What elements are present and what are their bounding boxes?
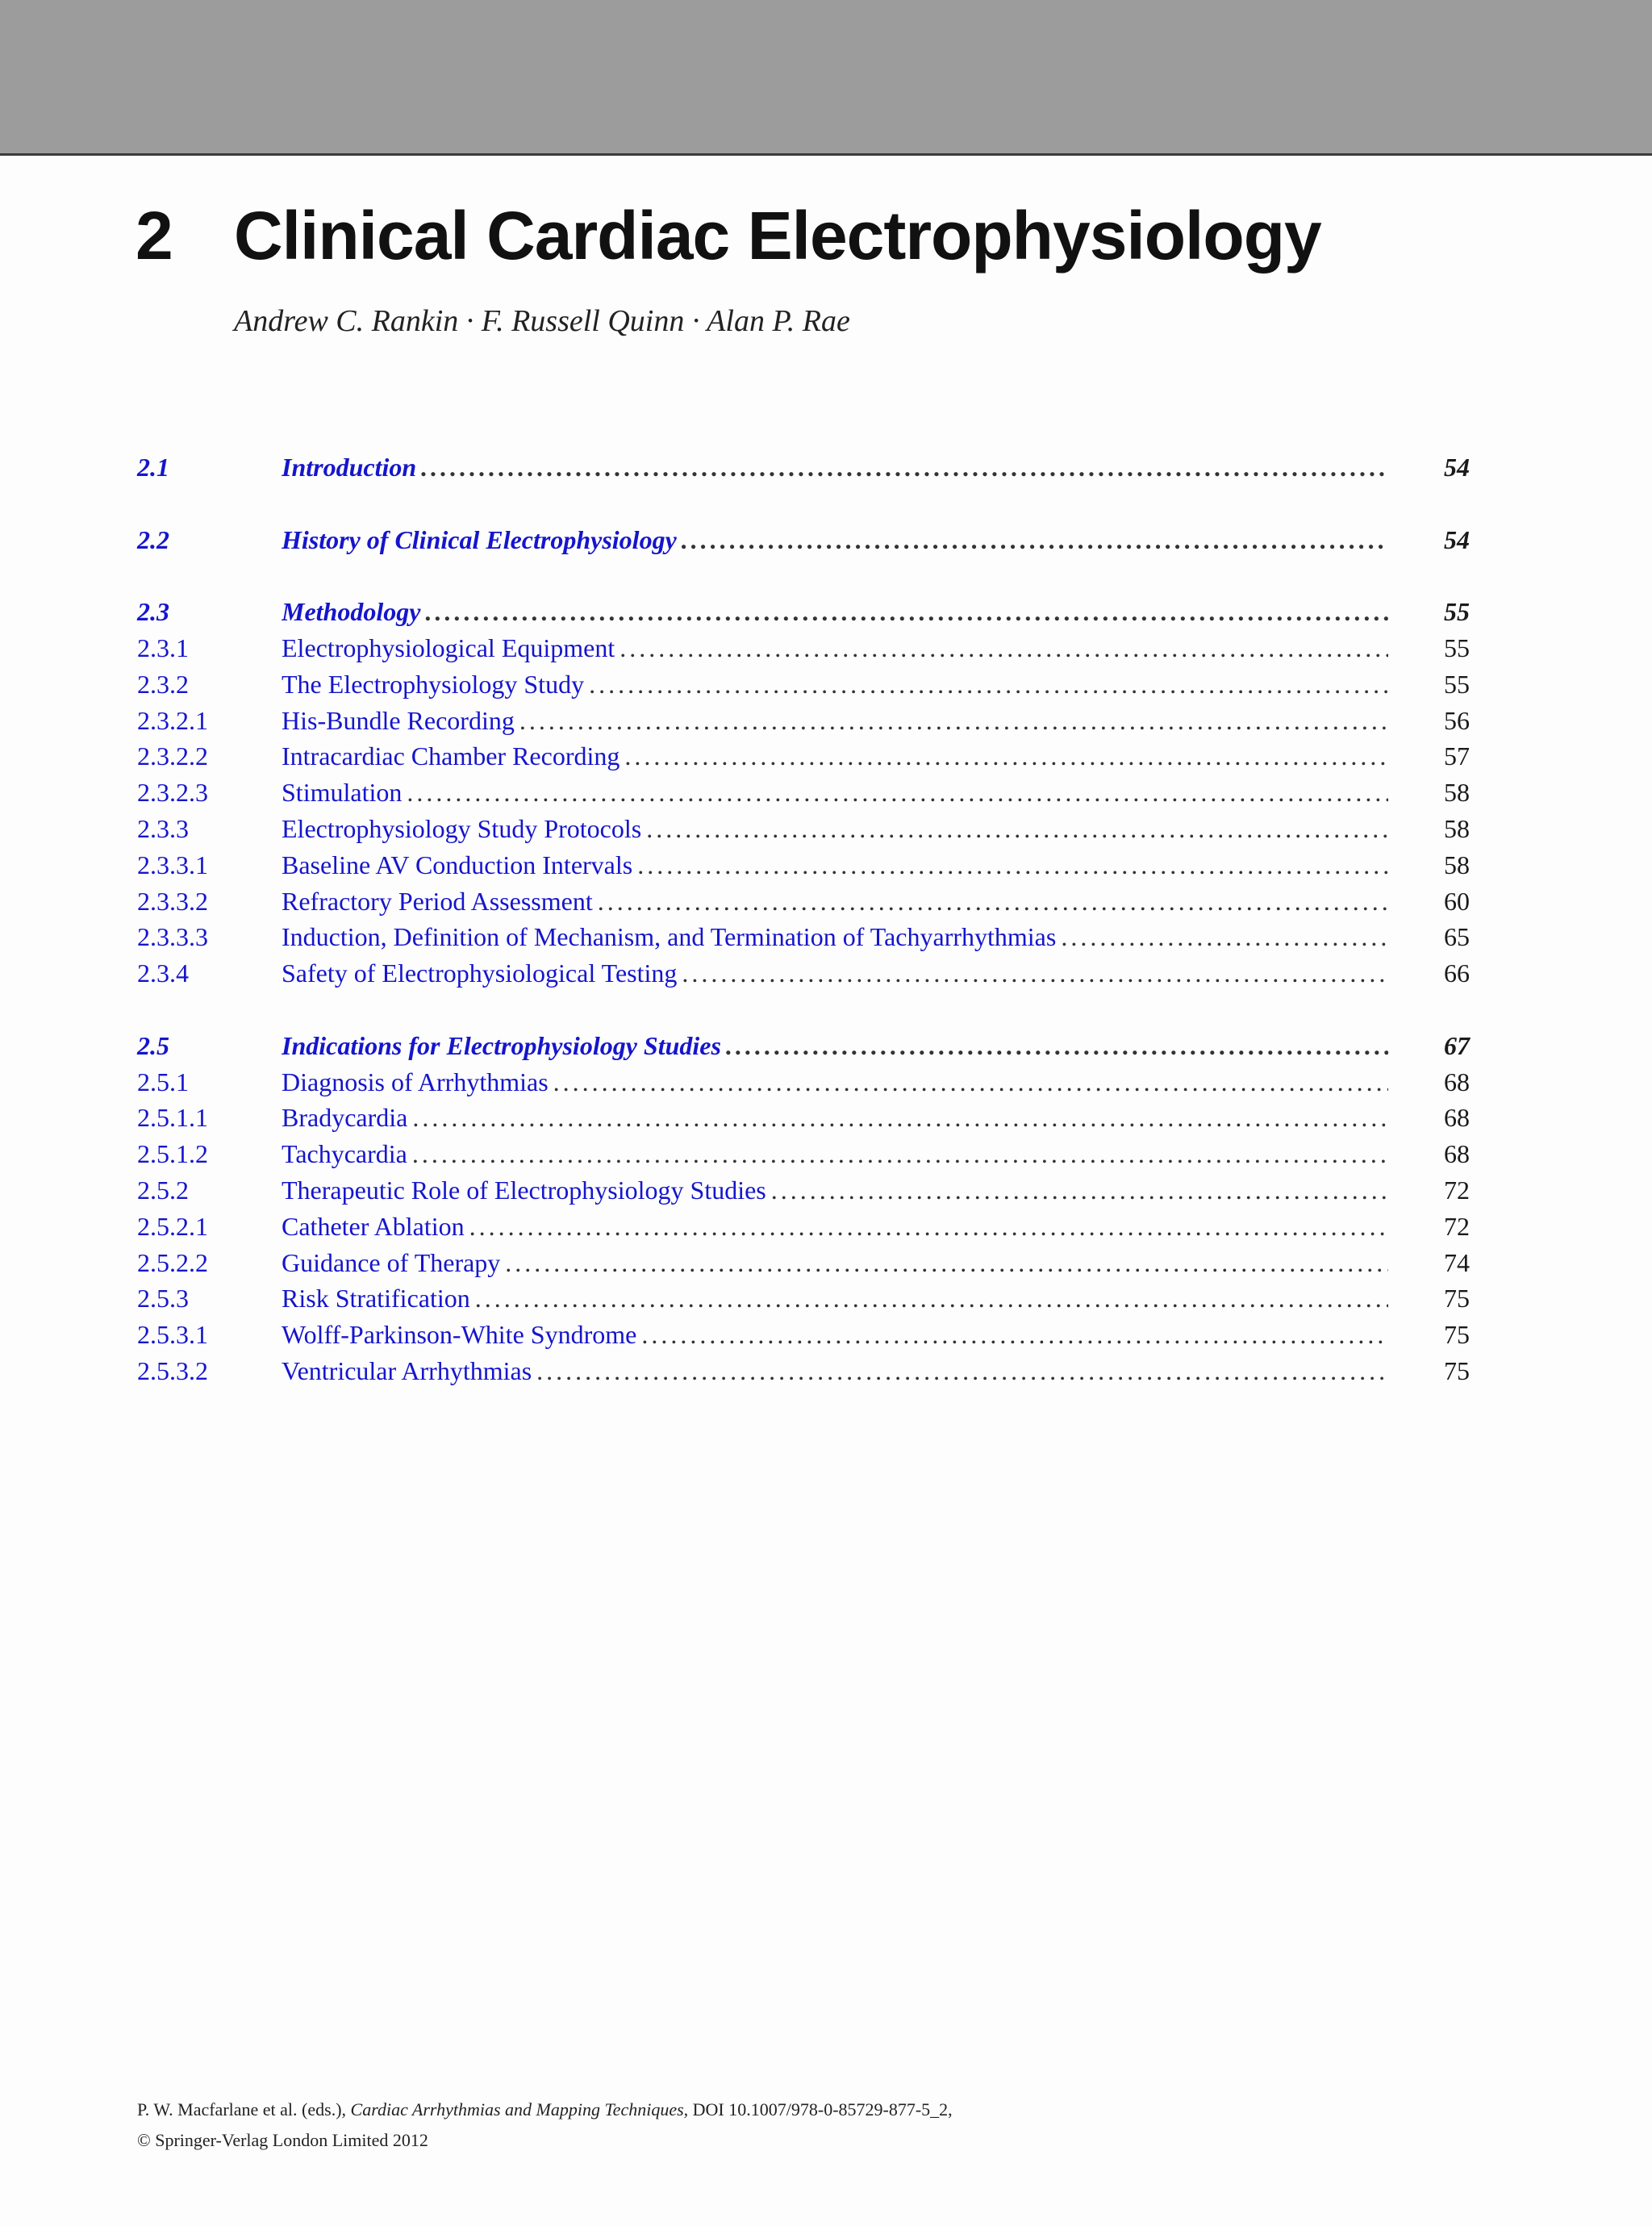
toc-entry-page: 75 (1444, 1284, 1470, 1313)
toc-entry-title[interactable]: Therapeutic Role of Electrophysiology Studies (282, 1176, 766, 1205)
toc-entry-page: 56 (1444, 706, 1470, 735)
toc-entry-title[interactable]: Catheter Ablation (282, 1212, 465, 1241)
toc-entry-number: 2.1 (137, 453, 169, 482)
toc-entry-number: 2.5.1 (137, 1067, 189, 1096)
chapter-number: 2 (136, 198, 173, 274)
toc-entry-number: 2.5.1.1 (137, 1103, 208, 1132)
toc-entry-leader (282, 738, 1388, 775)
toc-entry-title[interactable]: The Electrophysiology Study (282, 670, 585, 699)
toc-entry-leader (282, 919, 1388, 955)
toc-entry[interactable] (0, 1317, 1652, 1353)
footer-book-title: Cardiac Arrhythmias and Mapping Techniques (350, 2099, 684, 2120)
toc-entry-page: 55 (1444, 633, 1470, 662)
toc-entry-leader (282, 630, 1388, 666)
toc-entry-number: 2.3 (137, 597, 169, 626)
header-band (0, 0, 1652, 156)
toc-entry-title[interactable]: Wolff-Parkinson-White Syndrome (282, 1320, 637, 1349)
toc-entry-number: 2.5.2.1 (137, 1212, 208, 1241)
toc-entry-title[interactable]: History of Clinical Electrophysiology (282, 525, 677, 554)
toc-entry-page: 54 (1444, 525, 1470, 554)
toc-entry-page: 68 (1444, 1139, 1470, 1168)
toc-entry-title[interactable]: Methodology (282, 597, 421, 626)
toc-entry-page: 67 (1444, 1031, 1470, 1060)
footer-line-2: © Springer-Verlag London Limited 2012 (137, 2130, 428, 2150)
toc-entry-title[interactable]: Stimulation (282, 778, 403, 807)
toc-entry-leader (282, 847, 1388, 883)
toc-entry[interactable] (0, 1028, 1652, 1064)
toc-entry-number: 2.3.1 (137, 633, 189, 662)
footer-prefix: P. W. Macfarlane et al. (eds.), (137, 2099, 347, 2120)
toc-entry-title[interactable]: His-Bundle Recording (282, 706, 515, 735)
footer-suffix: , DOI 10.1007/978-0-85729-877-5_2, (683, 2099, 953, 2120)
toc-entry-number: 2.3.2 (137, 670, 189, 699)
toc-entry-leader (282, 1172, 1388, 1209)
toc-entry-number: 2.3.3.3 (137, 922, 208, 951)
toc-entry-leader (282, 703, 1388, 739)
toc-entry-leader (282, 594, 1388, 630)
toc-entry-title[interactable]: Tachycardia (282, 1139, 407, 1168)
toc-entry[interactable] (0, 522, 1652, 558)
toc-entry-leader (282, 883, 1388, 920)
toc-entry[interactable] (0, 703, 1652, 739)
toc-entry-title[interactable]: Electrophysiological Equipment (282, 633, 615, 662)
toc-entry-page: 58 (1444, 814, 1470, 843)
toc-entry-title[interactable]: Baseline AV Conduction Intervals (282, 850, 633, 879)
toc-entry-number: 2.5.1.2 (137, 1139, 208, 1168)
toc-entry-title[interactable]: Intracardiac Chamber Recording (282, 741, 620, 771)
toc-entry-number: 2.5.2 (137, 1176, 189, 1205)
toc-entry-leader (282, 522, 1388, 558)
toc-entry-number: 2.3.3 (137, 814, 189, 843)
toc-entry[interactable] (0, 1172, 1652, 1209)
toc-entry-number: 2.3.2.1 (137, 706, 208, 735)
footer-citation (137, 2094, 953, 2156)
toc-entry[interactable] (0, 847, 1652, 883)
toc-entry[interactable] (0, 449, 1652, 486)
toc-entry[interactable] (0, 1100, 1652, 1136)
toc-entry-leader (282, 775, 1388, 811)
toc-entry-page: 55 (1444, 597, 1470, 626)
footer-line-1 (137, 2094, 953, 2125)
toc-entry[interactable] (0, 1136, 1652, 1172)
toc-entry-number: 2.3.3.2 (137, 887, 208, 916)
toc-entry-title[interactable]: Risk Stratification (282, 1284, 470, 1313)
toc-entry-title[interactable]: Ventricular Arrhythmias (282, 1356, 532, 1385)
toc-entry[interactable] (0, 919, 1652, 955)
toc-entry-page: 65 (1444, 922, 1470, 951)
toc-entry-page: 55 (1444, 670, 1470, 699)
toc-entry[interactable] (0, 666, 1652, 703)
toc-entry-number: 2.5.3.1 (137, 1320, 208, 1349)
toc-entry-number: 2.3.2.3 (137, 778, 208, 807)
toc-entry-page: 58 (1444, 778, 1470, 807)
toc-entry-page: 57 (1444, 741, 1470, 771)
toc-entry-number: 2.5.3 (137, 1284, 189, 1313)
toc-entry-leader (282, 666, 1388, 703)
toc-entry-leader (282, 449, 1388, 486)
toc-entry-page: 58 (1444, 850, 1470, 879)
toc-entry-number: 2.5 (137, 1031, 169, 1060)
toc-entry-page: 60 (1444, 887, 1470, 916)
toc-entry[interactable] (0, 1280, 1652, 1317)
toc-entry-leader (282, 1209, 1388, 1245)
toc-entry[interactable] (0, 594, 1652, 630)
toc-entry-title[interactable]: Electrophysiology Study Protocols (282, 814, 642, 843)
toc-entry-title[interactable]: Refractory Period Assessment (282, 887, 593, 916)
toc-entry[interactable] (0, 955, 1652, 992)
toc-entry-number: 2.5.3.2 (137, 1356, 208, 1385)
toc-entry-title[interactable]: Safety of Electrophysiological Testing (282, 958, 678, 988)
toc-entry-page: 74 (1444, 1248, 1470, 1277)
toc-entry[interactable] (0, 1353, 1652, 1389)
toc-entry[interactable] (0, 1245, 1652, 1281)
toc-entry-page: 75 (1444, 1320, 1470, 1349)
toc-entry-title[interactable]: Introduction (282, 453, 417, 482)
toc-entry[interactable] (0, 630, 1652, 666)
toc-entry-leader (282, 1245, 1388, 1281)
toc-entry-title[interactable]: Diagnosis of Arrhythmias (282, 1067, 549, 1096)
toc-entry-page: 68 (1444, 1103, 1470, 1132)
toc-entry-leader (282, 1136, 1388, 1172)
toc-entry-title[interactable]: Bradycardia (282, 1103, 408, 1132)
toc-entry-page: 72 (1444, 1176, 1470, 1205)
toc-entry-number: 2.3.2.2 (137, 741, 208, 771)
toc-entry-leader (282, 1100, 1388, 1136)
toc-entry-leader (282, 811, 1388, 847)
toc-entry-page: 68 (1444, 1067, 1470, 1096)
toc-entry-leader (282, 955, 1388, 992)
toc-entry[interactable] (0, 775, 1652, 811)
toc-entry-title[interactable]: Indications for Electrophysiology Studies (282, 1031, 721, 1060)
chapter-authors: Andrew C. Rankin · F. Russell Quinn · Alan P. Rae (234, 304, 850, 338)
toc-entry[interactable] (0, 738, 1652, 775)
toc-entry-number: 2.5.2.2 (137, 1248, 208, 1277)
toc-entry-page: 54 (1444, 453, 1470, 482)
toc-entry-leader (282, 1064, 1388, 1100)
toc-entry-leader (282, 1353, 1388, 1389)
toc-entry-leader (282, 1280, 1388, 1317)
toc-entry-title[interactable]: Induction, Definition of Mechanism, and Termination of Tachyarrhythmias (282, 922, 1057, 951)
toc-entry-page: 75 (1444, 1356, 1470, 1385)
toc-entry-number: 2.3.4 (137, 958, 189, 988)
toc-entry[interactable] (0, 1064, 1652, 1100)
toc-entry-page: 66 (1444, 958, 1470, 988)
toc-entry-title[interactable]: Guidance of Therapy (282, 1248, 501, 1277)
toc-entry[interactable] (0, 1209, 1652, 1245)
toc-entry-leader (282, 1028, 1388, 1064)
toc-entry[interactable] (0, 811, 1652, 847)
toc-entry-number: 2.3.3.1 (137, 850, 208, 879)
toc-entry-page: 72 (1444, 1212, 1470, 1241)
toc-entry[interactable] (0, 883, 1652, 920)
toc-entry-number: 2.2 (137, 525, 169, 554)
chapter-title: Clinical Cardiac Electrophysiology (234, 198, 1321, 274)
toc-entry-leader (282, 1317, 1388, 1353)
